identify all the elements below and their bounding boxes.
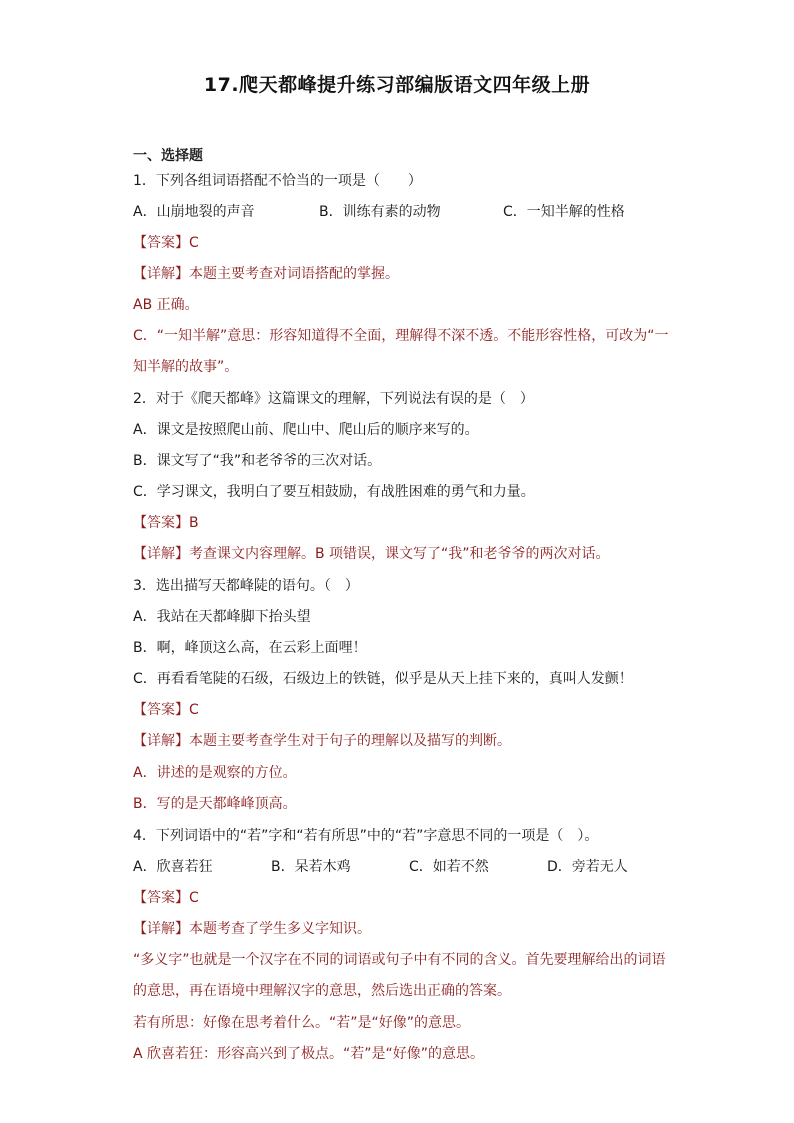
detail-3-line-2: B．写的是天都峰峰顶高。 bbox=[133, 796, 297, 812]
answer-value: C bbox=[189, 235, 199, 251]
detail-4-line-4: A 欣喜若狂：形容高兴到了极点。“若”是“好像”的意思。 bbox=[133, 1046, 485, 1062]
detail-2 bbox=[133, 544, 673, 564]
detail-text: 本题考查了学生多义字知识。 bbox=[189, 921, 371, 937]
detail-text: 本题主要考查对词语搭配的掌握。 bbox=[189, 266, 399, 282]
detail-1-line-2: C．“一知半解”意思：形容知道得不全面，理解得不深不透。不能形容性格，可改为“一 bbox=[133, 328, 669, 344]
option-c: C．如若不然 bbox=[409, 859, 489, 875]
detail-text: 考查课文内容理解。B 项错误，课文写了“我”和老爷爷的两次对话。 bbox=[189, 546, 610, 562]
detail-text: 本题主要考查学生对于句子的理解以及描写的判断。 bbox=[189, 733, 511, 749]
detail-1-line-1: AB 正确。 bbox=[133, 297, 199, 313]
option-b: B．训练有素的动物 bbox=[319, 204, 441, 220]
detail-label: 【详解】 bbox=[133, 266, 189, 282]
page-title: 17.爬天都峰提升练习部编版语文四年级上册 bbox=[203, 74, 591, 96]
detail-3 bbox=[133, 731, 673, 751]
detail-3-line-1: A．讲述的是观察的方位。 bbox=[133, 765, 297, 781]
answer-label: 【答案】 bbox=[133, 515, 189, 531]
question-3-option-b: B．啊，峰顶这么高，在云彩上面哩！ bbox=[133, 640, 367, 656]
answer-label: 【答案】 bbox=[133, 235, 189, 251]
option-d: D．旁若无人 bbox=[547, 859, 628, 875]
detail-4-line-2: 的意思，再在语境中理解汉字的意思，然后选出正确的答案。 bbox=[133, 983, 511, 999]
answer-value: C bbox=[189, 702, 199, 718]
detail-label: 【详解】 bbox=[133, 921, 189, 937]
question-2-option-c: C．学习课文，我明白了要互相鼓励，有战胜困难的勇气和力量。 bbox=[133, 484, 535, 500]
question-3-stem: 3．选出描写天都峰陡的语句。（ ） bbox=[133, 578, 359, 594]
detail-4-line-3: 若有所思：好像在思考着什么。“若”是“好像”的意思。 bbox=[133, 1015, 471, 1031]
answer-label: 【答案】 bbox=[133, 890, 189, 906]
question-4-stem: 4．下列词语中的“若”字和“若有所思”中的“若”字意思不同的一项是（ ）。 bbox=[133, 828, 599, 844]
question-3-option-a: A．我站在天都峰脚下抬头望 bbox=[133, 609, 311, 625]
answer-label: 【答案】 bbox=[133, 702, 189, 718]
detail-1 bbox=[133, 264, 673, 284]
answer-3 bbox=[133, 700, 673, 720]
detail-label: 【详解】 bbox=[133, 546, 189, 562]
question-2-option-a: A．课文是按照爬山前、爬山中、爬山后的顺序来写的。 bbox=[133, 422, 479, 438]
question-2-option-b: B．课文写了“我”和老爷爷的三次对话。 bbox=[133, 453, 382, 469]
section-heading: 一、选择题 bbox=[133, 148, 203, 164]
detail-1-line-3: 知半解的故事”。 bbox=[133, 359, 239, 375]
answer-value: B bbox=[189, 515, 199, 531]
detail-4-line-1: “多义字”也就是一个汉字在不同的词语或句子中有不同的含义。首先要理解给出的词语 bbox=[133, 952, 666, 968]
detail-4 bbox=[133, 919, 673, 939]
answer-value: C bbox=[189, 890, 199, 906]
option-c: C．一知半解的性格 bbox=[503, 204, 625, 220]
detail-label: 【详解】 bbox=[133, 733, 189, 749]
option-a: A．山崩地裂的声音 bbox=[133, 204, 255, 220]
question-1-stem: 1．下列各组词语搭配不恰当的一项是（ ） bbox=[133, 173, 422, 189]
option-b: B．呆若木鸡 bbox=[271, 859, 351, 875]
answer-1 bbox=[133, 233, 673, 253]
answer-4 bbox=[133, 888, 673, 908]
answer-2 bbox=[133, 513, 673, 533]
option-a: A．欣喜若狂 bbox=[133, 859, 213, 875]
question-2-stem: 2．对于《爬天都峰》这篇课文的理解，下列说法有误的是（ ） bbox=[133, 391, 534, 407]
question-3-option-c: C．再看看笔陡的石级，石级边上的铁链，似乎是从天上挂下来的，真叫人发颤！ bbox=[133, 671, 633, 687]
